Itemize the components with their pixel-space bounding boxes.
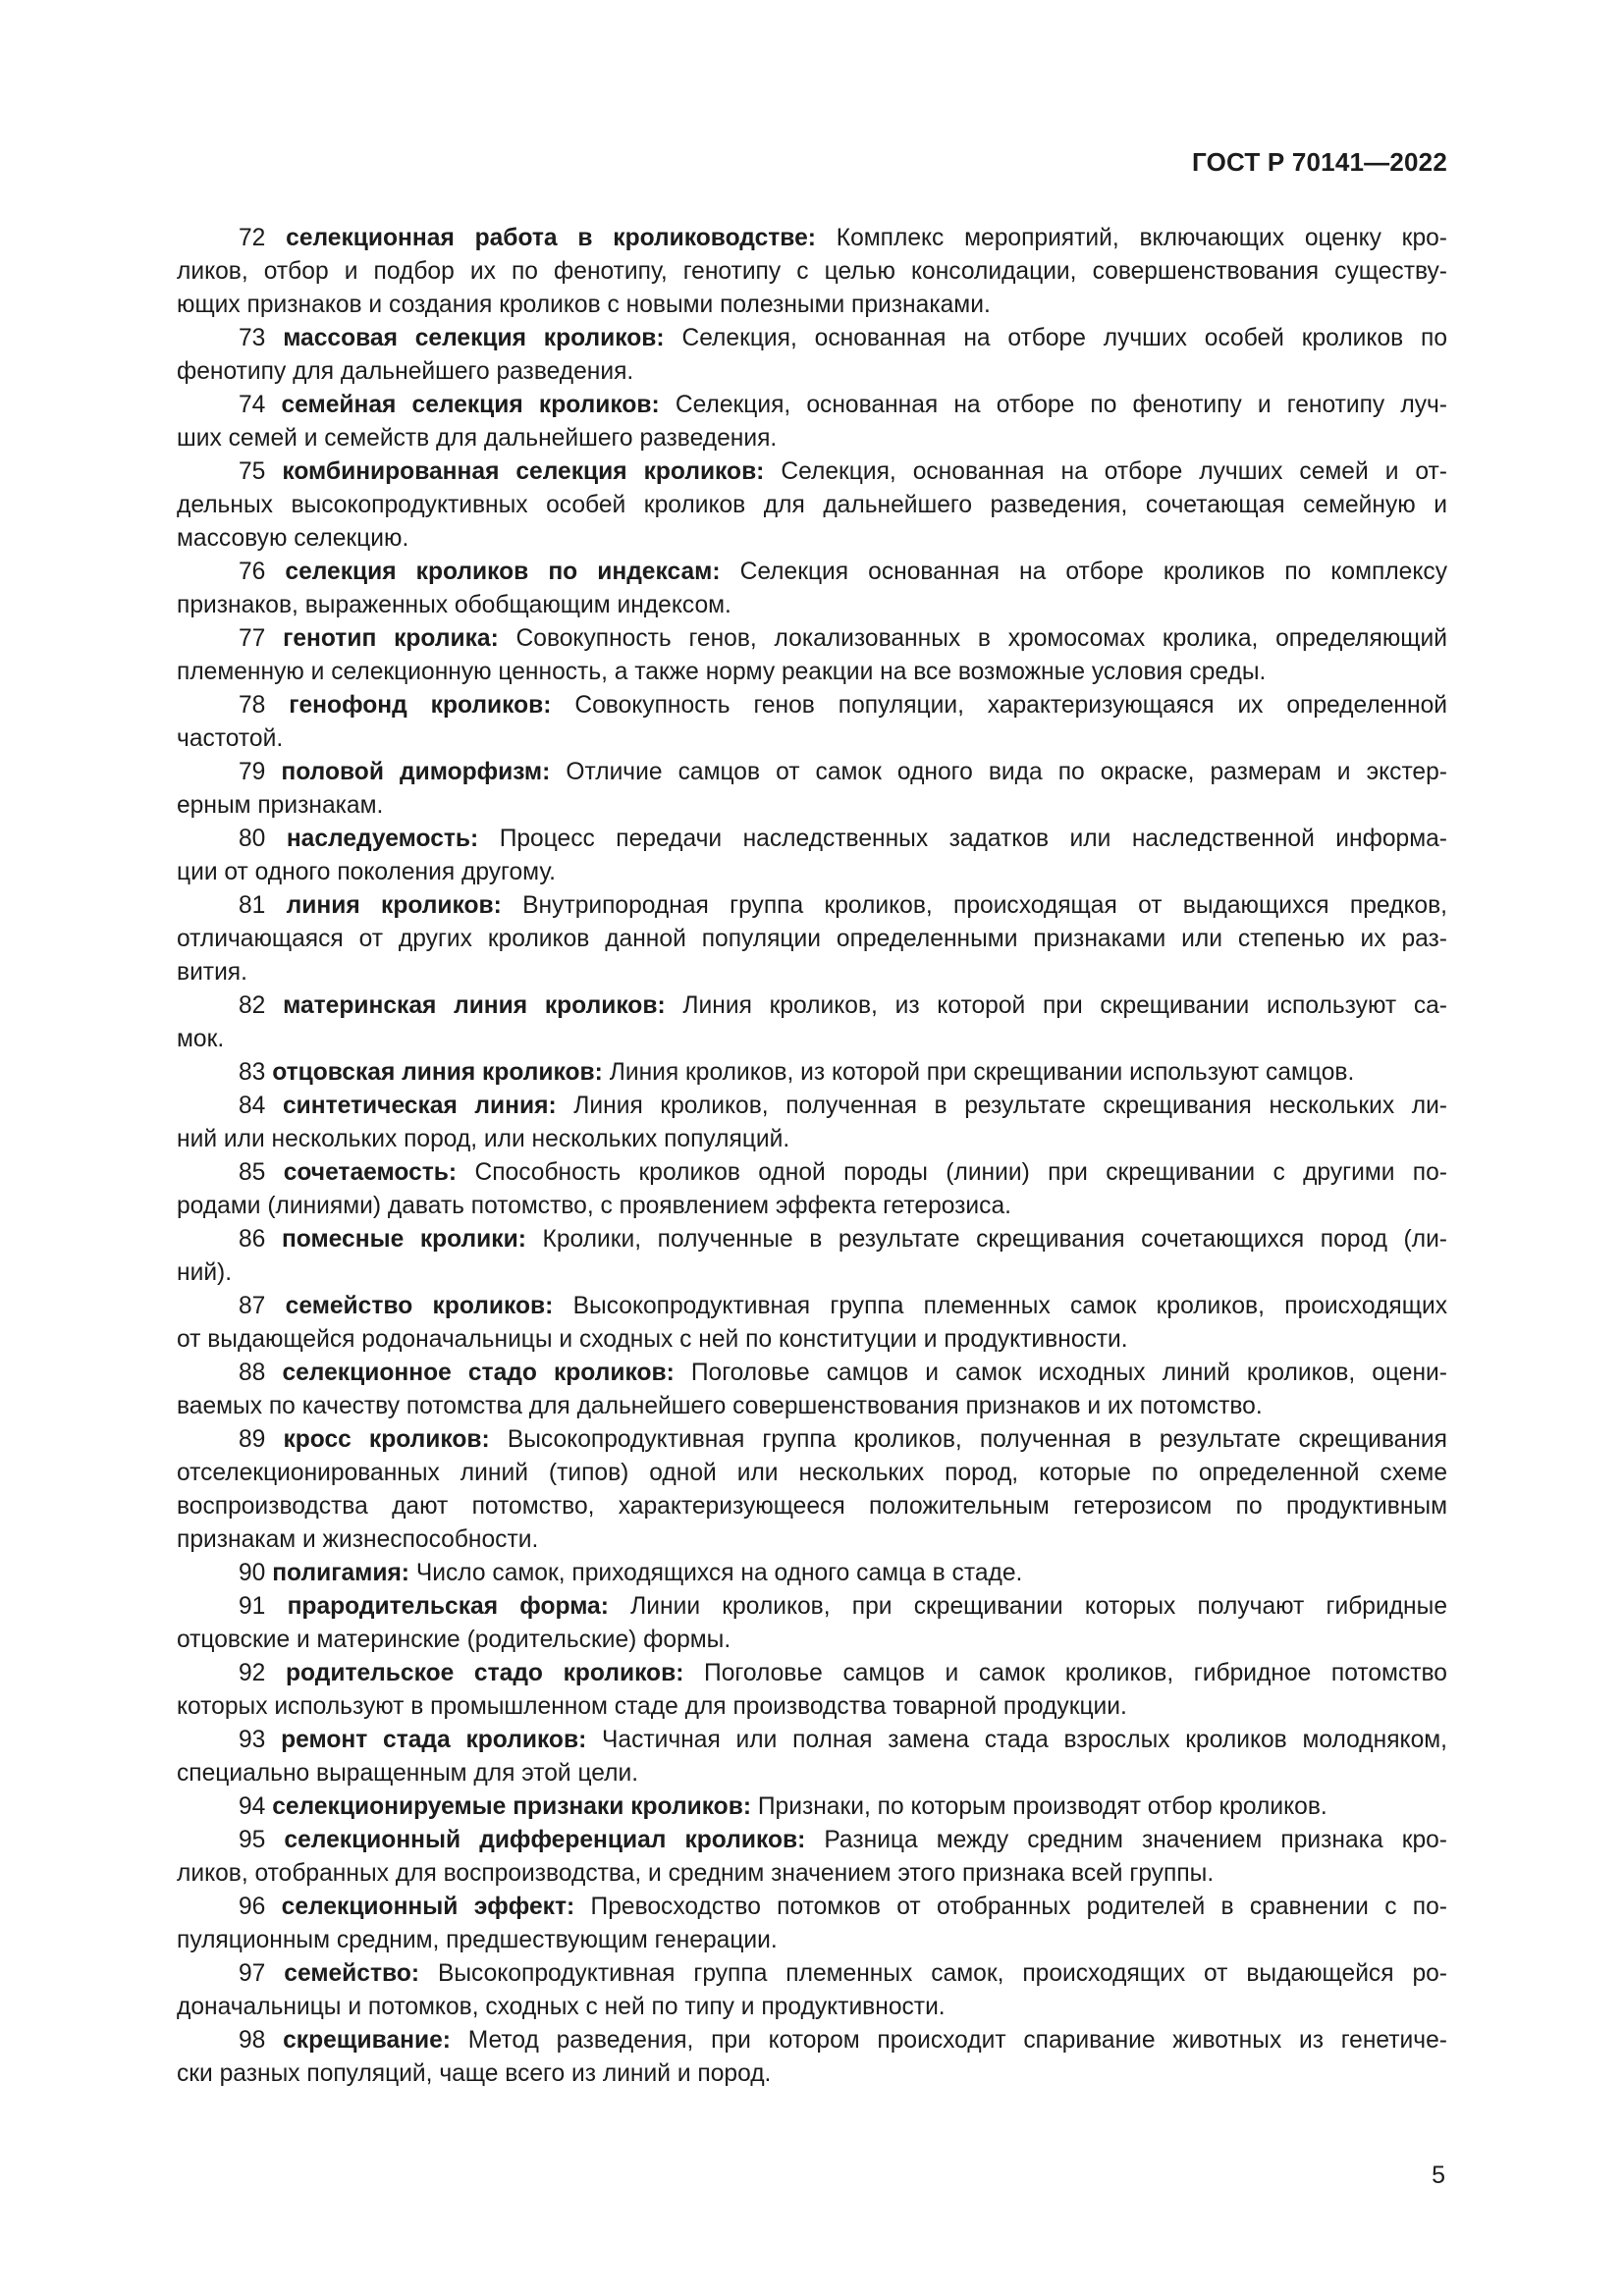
entry-line (177, 422, 1447, 455)
term-entry-95 (177, 1824, 1447, 1891)
entry-text: Разница между средним значением признака кро- (824, 1827, 1447, 1853)
entry-term: семейная селекция кроликов: (281, 392, 660, 418)
entry-text: фенотипу для дальнейшего разведения. (177, 358, 634, 385)
entry-text: Внутрипородная группа кроликов, происходящая от выдающихся предков, (522, 892, 1447, 919)
entry-term: наследуемость: (286, 826, 479, 852)
entry-number: 93 (239, 1727, 266, 1753)
entry-number: 96 (239, 1894, 266, 1920)
entry-text: Кролики, полученные в результате скрещивания сочетающихся пород (ли- (542, 1226, 1448, 1253)
entry-term: родительское стадо кроликов: (286, 1660, 684, 1686)
term-entry-92 (177, 1657, 1447, 1724)
entry-text: Линии кроликов, при скрещивании которых получают гибридные (630, 1593, 1447, 1620)
entry-term: отцовская линия кроликов: (272, 1059, 603, 1086)
entry-number: 73 (239, 325, 266, 351)
term-entry-84 (177, 1090, 1447, 1156)
entry-number: 72 (239, 225, 266, 251)
entry-term: семейство: (284, 1960, 420, 1987)
entry-text: Селекция, основанная на отборе лучших семей и от- (781, 458, 1447, 485)
entry-text: Линия кроликов, из которой при скрещивании используют самцов. (609, 1059, 1355, 1086)
entry-text: Высокопродуктивная группа кроликов, полученная в результате скрещивания (507, 1426, 1447, 1453)
entry-line (177, 1190, 1447, 1223)
entry-text: Превосходство потомков от отобранных родителей в сравнении с по- (590, 1894, 1447, 1920)
entry-number: 92 (239, 1660, 266, 1686)
term-entry-81 (177, 889, 1447, 989)
entry-term: полигамия: (272, 1560, 409, 1586)
term-entry-83 (177, 1056, 1447, 1090)
entry-text: ерным признакам. (177, 792, 384, 819)
entry-number: 89 (239, 1426, 266, 1453)
entry-text: Поголовье самцов и самок кроликов, гибридное потомство (704, 1660, 1447, 1686)
entry-term: семейство кроликов: (285, 1293, 554, 1319)
entry-term: помесные кролики: (281, 1226, 526, 1253)
entry-line (177, 1790, 1447, 1824)
entry-text: Частичная или полная замена стада взрослых кроликов молодняком, (602, 1727, 1447, 1753)
entry-text: родами (линиями) давать потомство, с проявлением эффекта гетерозиса. (177, 1193, 1011, 1219)
term-entry-76 (177, 556, 1447, 622)
entry-text: массовую селекцию. (177, 525, 409, 552)
entry-text: признаков, выраженных обобщающим индексом. (177, 592, 731, 618)
entry-term: генофонд кроликов: (289, 692, 552, 719)
entry-text: Высокопродуктивная группа племенных самок, происходящих от выдающейся ро- (437, 1960, 1447, 1987)
term-entry-97 (177, 1957, 1447, 2024)
entry-text: ний). (177, 1259, 233, 1286)
entry-line (177, 1056, 1447, 1090)
term-entry-75 (177, 455, 1447, 556)
entry-text: ний или нескольких пород, или нескольких популяций. (177, 1126, 790, 1152)
term-entry-80 (177, 823, 1447, 889)
entry-number: 94 (239, 1793, 266, 1820)
entry-number: 90 (239, 1560, 266, 1586)
entry-line (177, 589, 1447, 622)
entry-line (177, 222, 1447, 255)
entry-line (177, 856, 1447, 889)
entry-line (177, 1924, 1447, 1957)
entry-line (177, 1523, 1447, 1557)
terms-list (177, 222, 1447, 2091)
entry-line (177, 1023, 1447, 1056)
entry-line (177, 889, 1447, 923)
entry-number: 83 (239, 1059, 266, 1086)
entry-text: отселекционированных линий (типов) одной или нескольких пород, которые по определенной схеме (177, 1460, 1447, 1486)
term-entry-87 (177, 1290, 1447, 1357)
entry-line (177, 1724, 1447, 1757)
entry-number: 74 (239, 392, 266, 418)
entry-text: дельных высокопродуктивных особей кроликов для дальнейшего разведения, сочетающая семейную и (177, 492, 1447, 518)
term-entry-98 (177, 2024, 1447, 2091)
entry-text: ющих признаков и создания кроликов с новыми полезными признаками. (177, 292, 991, 318)
entry-line (177, 1857, 1447, 1891)
entry-line (177, 389, 1447, 422)
entry-line (177, 622, 1447, 656)
entry-line (177, 1991, 1447, 2024)
term-entry-88 (177, 1357, 1447, 1423)
term-entry-72 (177, 222, 1447, 322)
entry-line (177, 1423, 1447, 1457)
entry-line (177, 1957, 1447, 1991)
entry-term: селекционный дифференциал кроликов: (284, 1827, 806, 1853)
entry-number: 84 (239, 1093, 266, 1119)
entry-line (177, 789, 1447, 823)
entry-text: Линия кроликов, полученная в результате скрещивания нескольких ли- (573, 1093, 1447, 1119)
entry-line (177, 1156, 1447, 1190)
entry-text: Число самок, приходящихся на одного самца в стаде. (415, 1560, 1023, 1586)
entry-line (177, 1223, 1447, 1256)
entry-number: 82 (239, 992, 266, 1019)
entry-number: 78 (239, 692, 266, 719)
term-entry-85 (177, 1156, 1447, 1223)
entry-line (177, 489, 1447, 522)
entry-number: 80 (239, 826, 266, 852)
entry-line (177, 656, 1447, 689)
entry-term: линия кроликов: (286, 892, 502, 919)
entry-number: 91 (239, 1593, 266, 1620)
entry-text: воспроизводства дают потомство, характеризующееся положительным гетерозисом по продуктивным (177, 1493, 1447, 1520)
entry-line (177, 1256, 1447, 1290)
entry-text: ваемых по качеству потомства для дальнейшего совершенствования признаков и их потомство. (177, 1393, 1263, 1419)
term-entry-91 (177, 1590, 1447, 1657)
entry-term: синтетическая линия: (282, 1093, 557, 1119)
entry-line (177, 1457, 1447, 1490)
term-entry-90 (177, 1557, 1447, 1590)
entry-text: специально выращенным для этой цели. (177, 1760, 639, 1787)
entry-text: Селекция основанная на отборе кроликов по комплексу (739, 559, 1447, 585)
entry-text: Способность кроликов одной породы (линии) при скрещивании с другими по- (474, 1159, 1447, 1186)
entry-line (177, 1657, 1447, 1690)
entry-text: ликов, отбор и подбор их по фенотипу, генотипу с целью консолидации, совершенствования существу- (177, 258, 1447, 285)
entry-term: сочетаемость: (283, 1159, 458, 1186)
entry-text: Селекция, основанная на отборе лучших особей кроликов по (681, 325, 1447, 351)
entry-term: селекционируемые признаки кроликов: (272, 1793, 752, 1820)
entry-text: отличающаяся от других кроликов данной популяции определенными признаками или степенью их раз- (177, 926, 1447, 952)
entry-term: генотип кролика: (283, 625, 499, 652)
entry-text: ции от одного поколения другому. (177, 859, 556, 885)
term-entry-96 (177, 1891, 1447, 1957)
entry-text: Процесс передачи наследственных задатков или наследственной информа- (499, 826, 1447, 852)
entry-text: признакам и жизнеспособности. (177, 1526, 539, 1553)
entry-text: Признаки, по которым производят отбор кроликов. (757, 1793, 1327, 1820)
entry-number: 77 (239, 625, 266, 652)
entry-line (177, 1624, 1447, 1657)
entry-term: ремонт стада кроликов: (281, 1727, 587, 1753)
entry-text: ски разных популяций, чаще всего из линий и пород. (177, 2060, 772, 2087)
entry-term: селекционный эффект: (281, 1894, 575, 1920)
entry-line (177, 722, 1447, 756)
entry-text: пуляционным средним, предшествующим генерации. (177, 1927, 778, 1953)
entry-term: комбинированная селекция кроликов: (282, 458, 765, 485)
entry-number: 79 (239, 759, 266, 785)
entry-text: ликов, отобранных для воспроизводства, и средним значением этого признака всей группы. (177, 1860, 1215, 1887)
entry-text: вития. (177, 959, 247, 986)
term-entry-74 (177, 389, 1447, 455)
entry-number: 98 (239, 2027, 266, 2054)
entry-text: Поголовье самцов и самок исходных линий кроликов, оцени- (690, 1360, 1447, 1386)
entry-line (177, 823, 1447, 856)
entry-term: скрещивание: (283, 2027, 451, 2054)
entry-line (177, 2024, 1447, 2057)
term-entry-93 (177, 1724, 1447, 1790)
entry-term: кросс кроликов: (283, 1426, 490, 1453)
entry-number: 86 (239, 1226, 266, 1253)
term-entry-79 (177, 756, 1447, 823)
entry-number: 81 (239, 892, 266, 919)
entry-line (177, 1490, 1447, 1523)
entry-term: половой диморфизм: (281, 759, 551, 785)
entry-text: доначальницы и потомков, сходных с ней по типу и продуктивности. (177, 1994, 946, 2020)
entry-line (177, 289, 1447, 322)
entry-line (177, 322, 1447, 355)
entry-number: 88 (239, 1360, 266, 1386)
entry-line (177, 1891, 1447, 1924)
entry-term: селекционная работа в кролиководстве: (286, 225, 816, 251)
entry-text: Высокопродуктивная группа племенных самок кроликов, происходящих (572, 1293, 1447, 1319)
entry-line (177, 522, 1447, 556)
entry-line (177, 1390, 1447, 1423)
entry-text: Совокупность генов, локализованных в хромосомах кролика, определяющий (515, 625, 1447, 652)
entry-term: массовая селекция кроликов: (283, 325, 665, 351)
entry-line (177, 1090, 1447, 1123)
entry-text: Комплекс мероприятий, включающих оценку кро- (836, 225, 1447, 251)
document-code: ГОСТ Р 70141—2022 (1192, 147, 1447, 177)
entry-line (177, 1757, 1447, 1790)
entry-text: Метод разведения, при котором происходит спаривание животных из генетиче- (467, 2027, 1447, 2054)
entry-text: Отличие самцов от самок одного вида по окраске, размерам и экстер- (566, 759, 1447, 785)
entry-number: 95 (239, 1827, 266, 1853)
entry-line (177, 556, 1447, 589)
entry-number: 97 (239, 1960, 266, 1987)
entry-text: Линия кроликов, из которой при скрещивании используют са- (682, 992, 1447, 1019)
entry-line (177, 989, 1447, 1023)
term-entry-82 (177, 989, 1447, 1056)
entry-line (177, 1323, 1447, 1357)
entry-text: Совокупность генов популяции, характеризующаяся их определенной (574, 692, 1448, 719)
entry-line (177, 1290, 1447, 1323)
term-entry-77 (177, 622, 1447, 689)
entry-text: которых используют в промышленном стаде для производства товарной продукции. (177, 1693, 1127, 1720)
entry-text: от выдающейся родоначальницы и сходных с ней по конституции и продуктивности. (177, 1326, 1128, 1353)
entry-line (177, 255, 1447, 289)
entry-text: частотой. (177, 725, 284, 752)
entry-text: мок. (177, 1026, 225, 1052)
page-number: 5 (1432, 2162, 1445, 2189)
entry-text: племенную и селекционную ценность, а также норму реакции на все возможные условия среды. (177, 659, 1267, 685)
entry-line (177, 756, 1447, 789)
entry-number: 87 (239, 1293, 266, 1319)
entry-line (177, 1557, 1447, 1590)
term-entry-94 (177, 1790, 1447, 1824)
entry-line (177, 1824, 1447, 1857)
entry-line (177, 1690, 1447, 1724)
entry-text: Селекция, основанная на отборе по фенотипу и генотипу луч- (675, 392, 1447, 418)
entry-number: 76 (239, 559, 266, 585)
entry-number: 75 (239, 458, 266, 485)
entry-line (177, 1123, 1447, 1156)
entry-term: прародительская форма: (287, 1593, 609, 1620)
entry-number: 85 (239, 1159, 266, 1186)
entry-term: селекционное стадо кроликов: (282, 1360, 675, 1386)
entry-line (177, 355, 1447, 389)
entry-term: селекция кроликов по индексам: (285, 559, 721, 585)
entry-term: материнская линия кроликов: (283, 992, 666, 1019)
term-entry-73 (177, 322, 1447, 389)
entry-line (177, 689, 1447, 722)
term-entry-89 (177, 1423, 1447, 1557)
term-entry-86 (177, 1223, 1447, 1290)
entry-line (177, 956, 1447, 989)
entry-line (177, 455, 1447, 489)
entry-line (177, 1590, 1447, 1624)
entry-line (177, 1357, 1447, 1390)
entry-text: ших семей и семейств для дальнейшего разведения. (177, 425, 778, 452)
entry-text: отцовские и материнские (родительские) формы. (177, 1627, 731, 1653)
entry-line (177, 923, 1447, 956)
term-entry-78 (177, 689, 1447, 756)
entry-line (177, 2057, 1447, 2091)
